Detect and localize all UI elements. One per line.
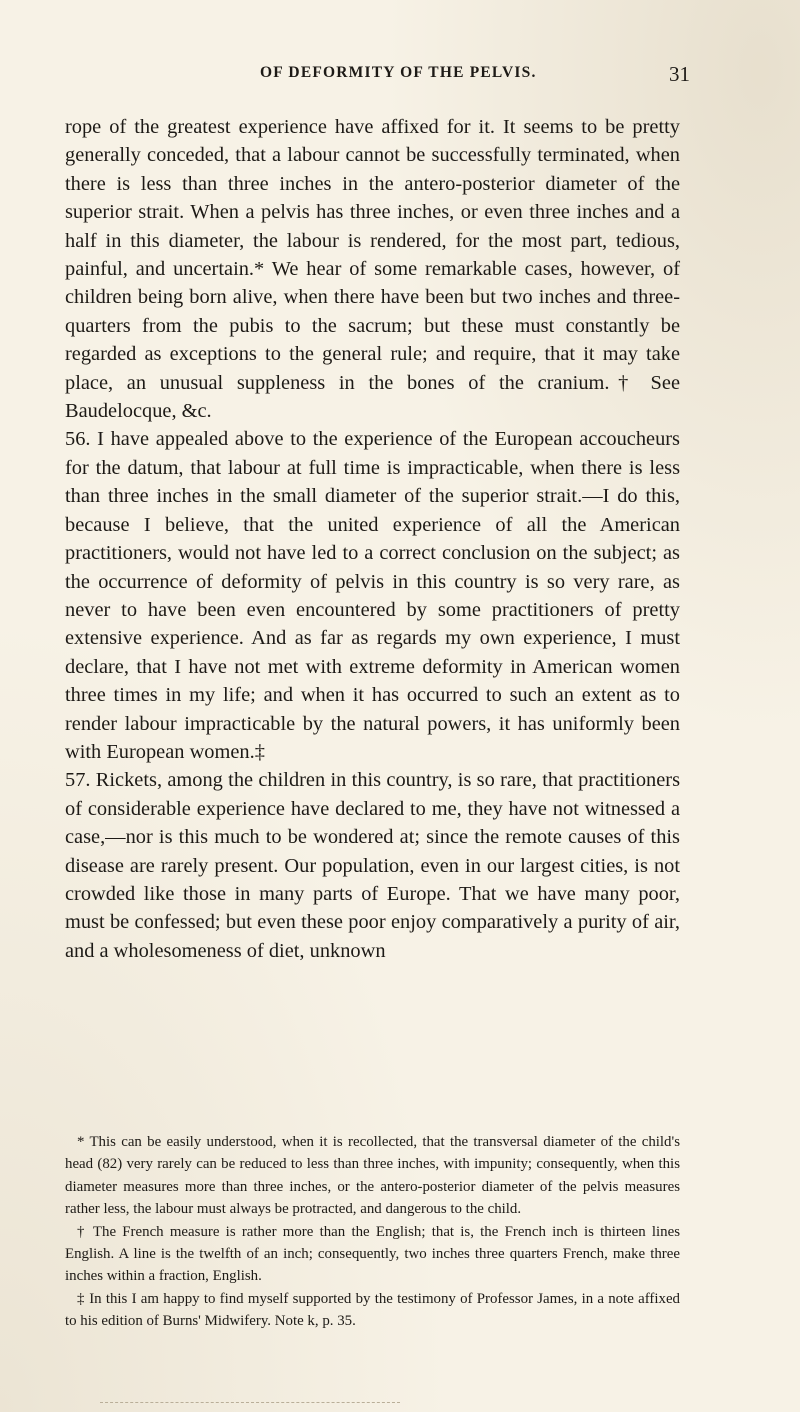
footnote-double-dagger: ‡ In this I am happy to find myself supported by the testimony of Professor James, in a note affixed to his edition of Burns' Midwifery. Note k, p. 35.	[65, 1290, 680, 1330]
paragraph-continuation: rope of the greatest experience have affixed for it. It seems to be pretty generally conceded, that a labour cannot be successfully terminated, when there is less than three inches in the antero-posterior diameter of the superior strait. When a pelvis has three inches, or even three inches and a half in this diameter, the labour is rendered, for the most part, tedious, painful, and uncertain.* We hear of some remarkable cases, however, of children being born alive, when there have been but two inches and three-quarters from the pubis to the sacrum; but these must constantly be regarded as exceptions to the general rule; and require, that it may take place, an unusual suppleness in the bones of the cranium.† See Baudelocque, &c.	[65, 116, 680, 423]
bottom-rule	[100, 1402, 400, 1403]
running-title: OF DEFORMITY OF THE PELVIS.	[260, 64, 537, 81]
paragraph-56: 56. I have appealed above to the experience of the European accoucheurs for the datum, that labour at full time is impracticable, when there is less than three inches in the small diameter of the superior strait.—I do this, because I believe, that the united experience of all the American practitioners, would not have led to a correct conclusion on the subject; as the occurrence of deformity of pelvis in this country is so very rare, as never to have been even encountered by some practitioners of pretty extensive experience. And as far as regards my own experience, I must declare, that I have not met with extreme deformity in American women three times in my life; and when it has occurred to such an extent as to render labour impracticable by the natural powers, it has uniformly been with European women.‡	[65, 428, 680, 763]
footnote-asterisk: * This can be easily understood, when it is recollected, that the transversal diameter of the child's head (82) very rarely can be reduced to less than three inches, with impunity; consequently, when this diameter measures more than three inches, or the antero-posterior diameter of the pelvis measures rather less, the labour must always be protracted, and dangerous to the child.	[65, 1134, 680, 1218]
footnote-dagger: † The French measure is rather more than the English; that is, the French inch is thirteen lines English. A line is the twelfth of an inch; consequently, two inches three quarters French, make three inches within a fraction, English.	[65, 1223, 680, 1285]
page-number: 31	[669, 62, 690, 86]
body-text	[65, 113, 680, 965]
footnotes	[65, 1131, 680, 1333]
paragraph-57: 57. Rickets, among the children in this country, is so rare, that practitioners of considerable experience have declared to me, they have not witnessed a case,—nor is this much to be wondered at; since the remote causes of this disease are rarely present. Our population, even in our largest cities, is not crowded like those in many parts of Europe. That we have many poor, must be confessed; but even these poor enjoy comparatively a purity of air, and a wholesomeness of diet, unknown	[65, 769, 680, 962]
page-header	[200, 64, 690, 88]
